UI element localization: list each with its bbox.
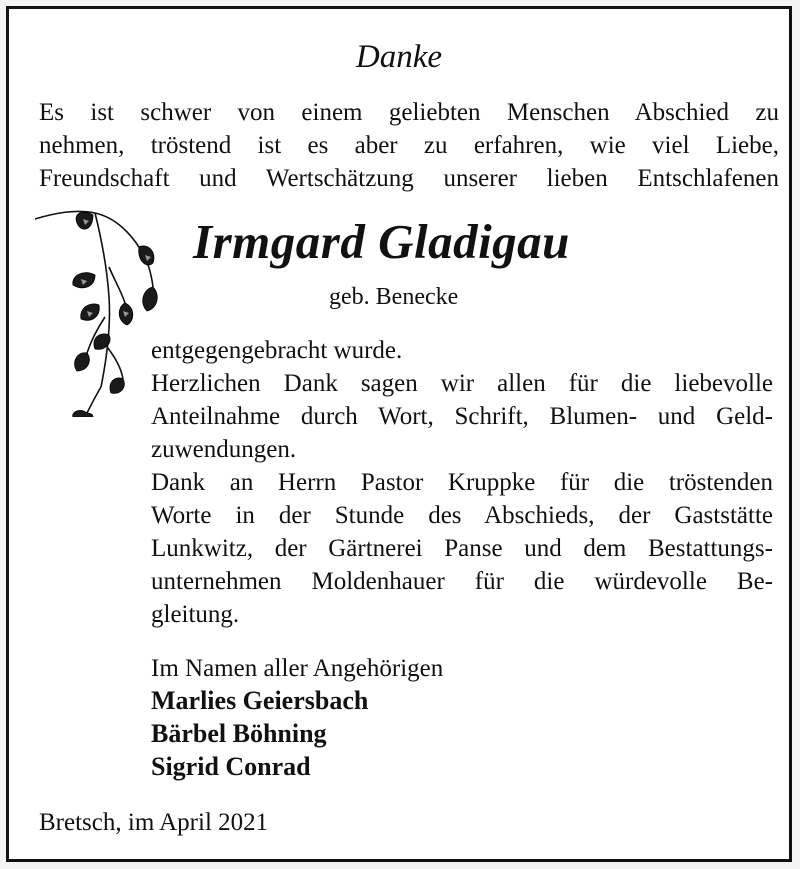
maiden-name: geb. Benecke xyxy=(329,284,459,310)
body-line: Herzlichen Dank sagen wir allen für die liebevolle xyxy=(151,370,773,397)
body-line: Dank an Herrn Pastor Kruppke für die tröstenden xyxy=(151,469,773,496)
body-line: entgegengebracht wurde. xyxy=(151,337,403,364)
intro-line: Es ist schwer von einem geliebten Menschen Abschied zu xyxy=(39,99,779,126)
obituary-notice xyxy=(6,6,792,862)
intro-line: nehmen, tröstend ist es aber zu erfahren, wie viel Liebe, xyxy=(39,132,779,159)
signatory-name: Marlies Geiersbach xyxy=(151,686,369,715)
notice-heading: Danke xyxy=(355,39,443,75)
place-and-date: Bretsch, im April 2021 xyxy=(39,809,269,836)
body-line: Lunkwitz, der Gärtnerei Panse und dem Bestattungs- xyxy=(151,535,773,562)
intro-line: Freundschaft und Wertschätzung unserer lieben Entschlafenen xyxy=(39,165,779,192)
body-line: zuwendungen. xyxy=(151,436,297,463)
body-line: Anteilnahme durch Wort, Schrift, Blumen- und Geld- xyxy=(151,403,773,430)
body-line: unternehmen Moldenhauer für die würdevolle Be- xyxy=(151,568,773,595)
closing-line: Im Namen aller Angehörigen xyxy=(151,655,444,682)
signatory-name: Bärbel Böhning xyxy=(151,719,327,748)
body-line: Worte in der Stunde des Abschieds, der Gaststätte xyxy=(151,502,773,529)
body-line: gleitung. xyxy=(151,601,240,628)
deceased-name: Irmgard Gladigau xyxy=(193,214,570,269)
signatory-name: Sigrid Conrad xyxy=(151,752,311,781)
